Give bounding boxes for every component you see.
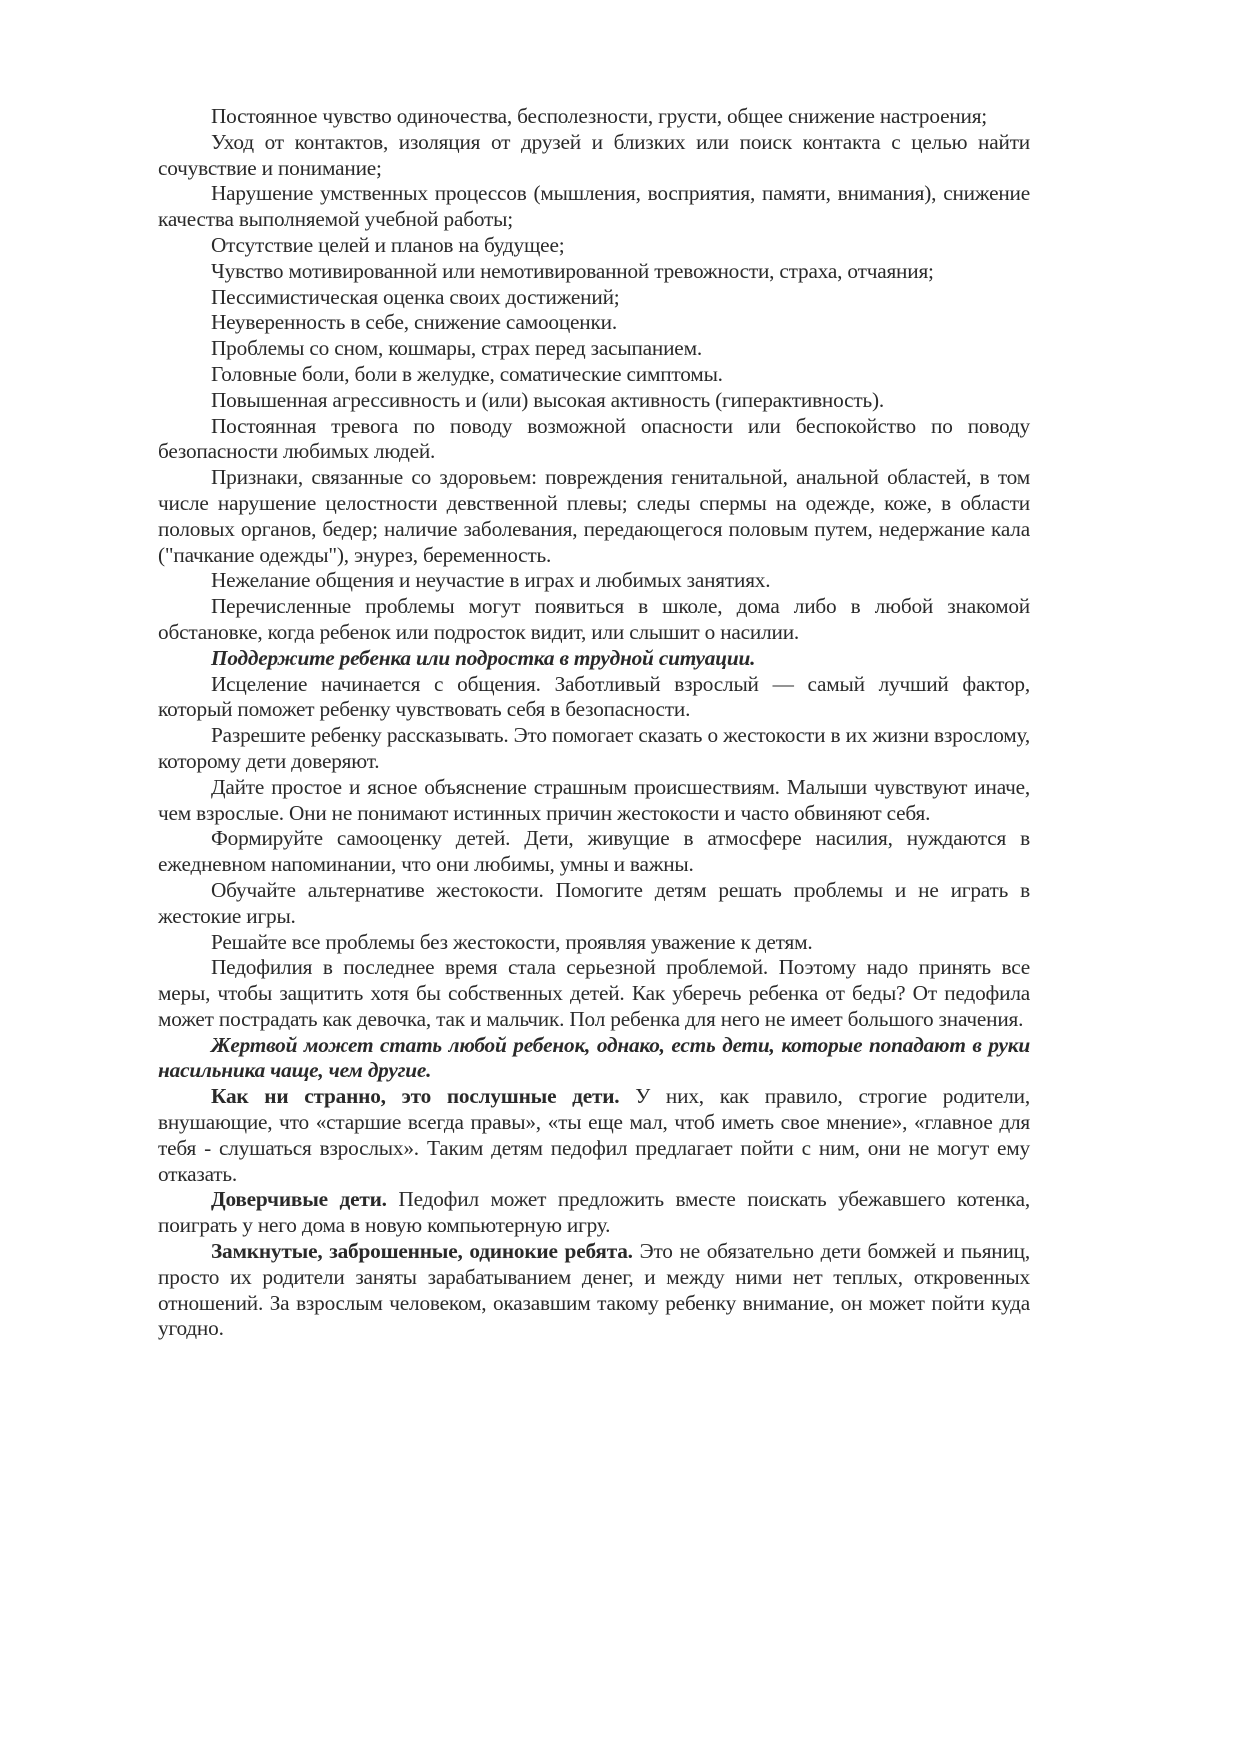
paragraph-with-lead	[158, 1187, 1030, 1239]
paragraph-with-lead	[158, 1084, 1030, 1187]
paragraph: Головные боли, боли в желудке, соматические симптомы.	[211, 361, 723, 386]
paragraph: Уход от контактов, изоляция от друзей и близких или поиск контакта с целью найти сочувствие и понимание;	[158, 129, 1030, 180]
paragraph: Нежелание общения и неучастие в играх и любимых занятиях.	[211, 568, 771, 593]
paragraph: Проблемы со сном, кошмары, страх перед засыпанием.	[211, 336, 702, 361]
paragraph: Разрешите ребенку рассказывать. Это помогает сказать о жестокости в их жизни взрослому, которому дети доверяют.	[158, 723, 1030, 773]
paragraph: Чувство мотивированной или немотивированной тревожности, страха, отчаяния;	[211, 258, 934, 283]
paragraph: Признаки, связанные со здоровьем: повреждения генитальной, анальной областей, в том числе нарушение целостности девственной плевы; следы спермы на одежде, коже, в области половых органов, бедер; наличие заболевания, передающегося половым путем, недержание кала ("пачкание одежды"), энурез, беременность.	[158, 465, 1030, 567]
lead-phrase: Замкнутые, заброшенные, одинокие ребята.	[211, 1239, 633, 1264]
paragraph: Перечисленные проблемы могут появиться в школе, дома либо в любой знакомой обстановке, когда ребенок или подросток видит, или слышит о насилии.	[158, 594, 1030, 644]
lead-phrase: Доверчивые дети.	[211, 1187, 387, 1212]
section-heading: Жертвой может стать любой ребенок, однако, есть дети, которые попадают в руки насильника чаще, чем другие.	[158, 1032, 1030, 1083]
paragraph: Дайте простое и ясное объяснение страшным происшествиям. Малыши чувствуют иначе, чем взрослые. Они не понимают истинных причин жестокости и часто обвиняют себя.	[158, 774, 1030, 825]
paragraph: Отсутствие целей и планов на будущее;	[211, 232, 565, 257]
paragraph: Педофилия в последнее время стала серьезной проблемой. Поэтому надо принять все меры, чтобы защитить хотя бы собственных детей. Как уберечь ребенка от беды? От педофила может пострадать как девочка, так и мальчик. Пол ребенка для него не имеет большого значения.	[158, 955, 1030, 1031]
paragraph: Обучайте альтернативе жестокости. Помогите детям решать проблемы и не играть в жестокие игры.	[158, 877, 1030, 928]
paragraph: Пессимистическая оценка своих достижений;	[211, 284, 620, 309]
paragraph-body: Это не обязательно дети бомжей и пьяниц, просто их родители заняты зарабатыванием денег, и между ними нет теплых, откровенных отношений. За взрослым человеком, оказавшим такому ребенку внимание, он может пойти куда угодно.	[158, 1239, 1031, 1341]
paragraph: Нарушение умственных процессов (мышления, восприятия, памяти, внимания), снижение качества выполняемой учебной работы;	[158, 181, 1030, 232]
paragraph-body: Педофил может предложить вместе поискать убежавшего котенка, поиграть у него дома в новую компьютерную игру.	[158, 1187, 1031, 1238]
section-heading: Поддержите ребенка или подростка в трудной ситуации.	[211, 645, 756, 670]
paragraph: Постоянная тревога по поводу возможной опасности или беспокойство по поводу безопасности любимых людей.	[158, 413, 1030, 464]
lead-phrase: Как ни странно, это послушные дети.	[211, 1084, 620, 1109]
paragraph: Постоянное чувство одиночества, бесполезности, грусти, общее снижение настроения;	[211, 104, 988, 128]
paragraph-with-lead	[158, 1239, 1030, 1342]
paragraph: Неуверенность в себе, снижение самооценки.	[211, 310, 617, 335]
paragraph-body: У них, как правило, строгие родители, внушающие, что «старшие всегда правы», «ты еще мал, чтоб иметь свое мнение», «главное для тебя - слушаться взрослых». Таким детям педофил предлагает пойти с ним, они не могут ему отказать.	[158, 1084, 1030, 1186]
paragraph: Формируйте самооценку детей. Дети, живущие в атмосфере насилия, нуждаются в ежедневном напоминании, что они любимы, умны и важны.	[158, 826, 1030, 877]
paragraph: Исцеление начинается с общения. Заботливый взрослый — самый лучший фактор, который поможет ребенку чувствовать себя в безопасности.	[158, 671, 1030, 722]
paragraph: Решайте все проблемы без жестокости, проявляя уважение к детям.	[211, 929, 813, 954]
document-page	[158, 104, 1030, 1342]
paragraph: Повышенная агрессивность и (или) высокая активность (гиперактивность).	[211, 387, 884, 412]
